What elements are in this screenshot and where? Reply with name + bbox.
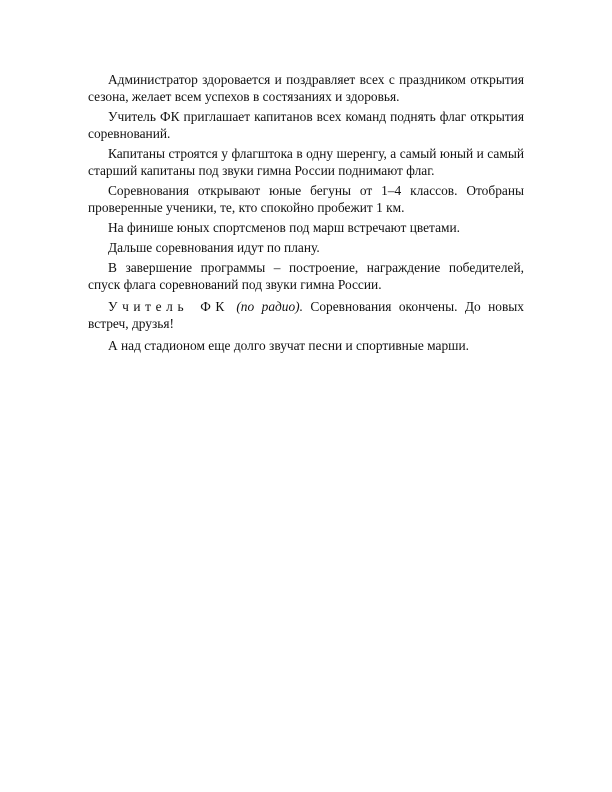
- paragraph-teacher-remark: [88, 298, 524, 332]
- paragraph-captains-invited: Учитель ФК приглашает капитанов всех команд поднять флаг открытия соревнований.: [88, 109, 524, 141]
- paragraph-flag-raising: Капитаны строятся у флагштока в одну шеренгу, а самый юный и самый старший капитаны под звуки гимна России поднимают флаг.: [88, 146, 524, 178]
- speech-text: Соревнования окончены. До новых встреч, друзья!: [88, 299, 524, 331]
- document-page: [88, 71, 524, 357]
- paragraph-closing-ceremony: В завершение программы – построение, награждение победителей, спуск флага соревнований под звуки гимна России.: [88, 260, 524, 292]
- stage-remark: (по радио).: [236, 299, 303, 314]
- paragraph-administrator-greeting: Администратор здоровается и поздравляет всех с праздником открытия сезона, желает всем успехов в состязаниях и здоровья.: [88, 72, 524, 104]
- paragraph-young-runners: Соревнования открывают юные бегуны от 1–4 классов. Отобраны проверенные ученики, те, кто спокойно пробежит 1 км.: [88, 183, 524, 215]
- paragraph-final-songs: А над стадионом еще долго звучат песни и спортивные марши.: [108, 338, 469, 353]
- paragraph-competition-plan: Дальше соревнования идут по плану.: [108, 240, 320, 255]
- paragraph-finish-flowers: На финише юных спортсменов под марш встречают цветами.: [108, 220, 461, 235]
- speaker-name: Учитель ФК: [108, 299, 229, 314]
